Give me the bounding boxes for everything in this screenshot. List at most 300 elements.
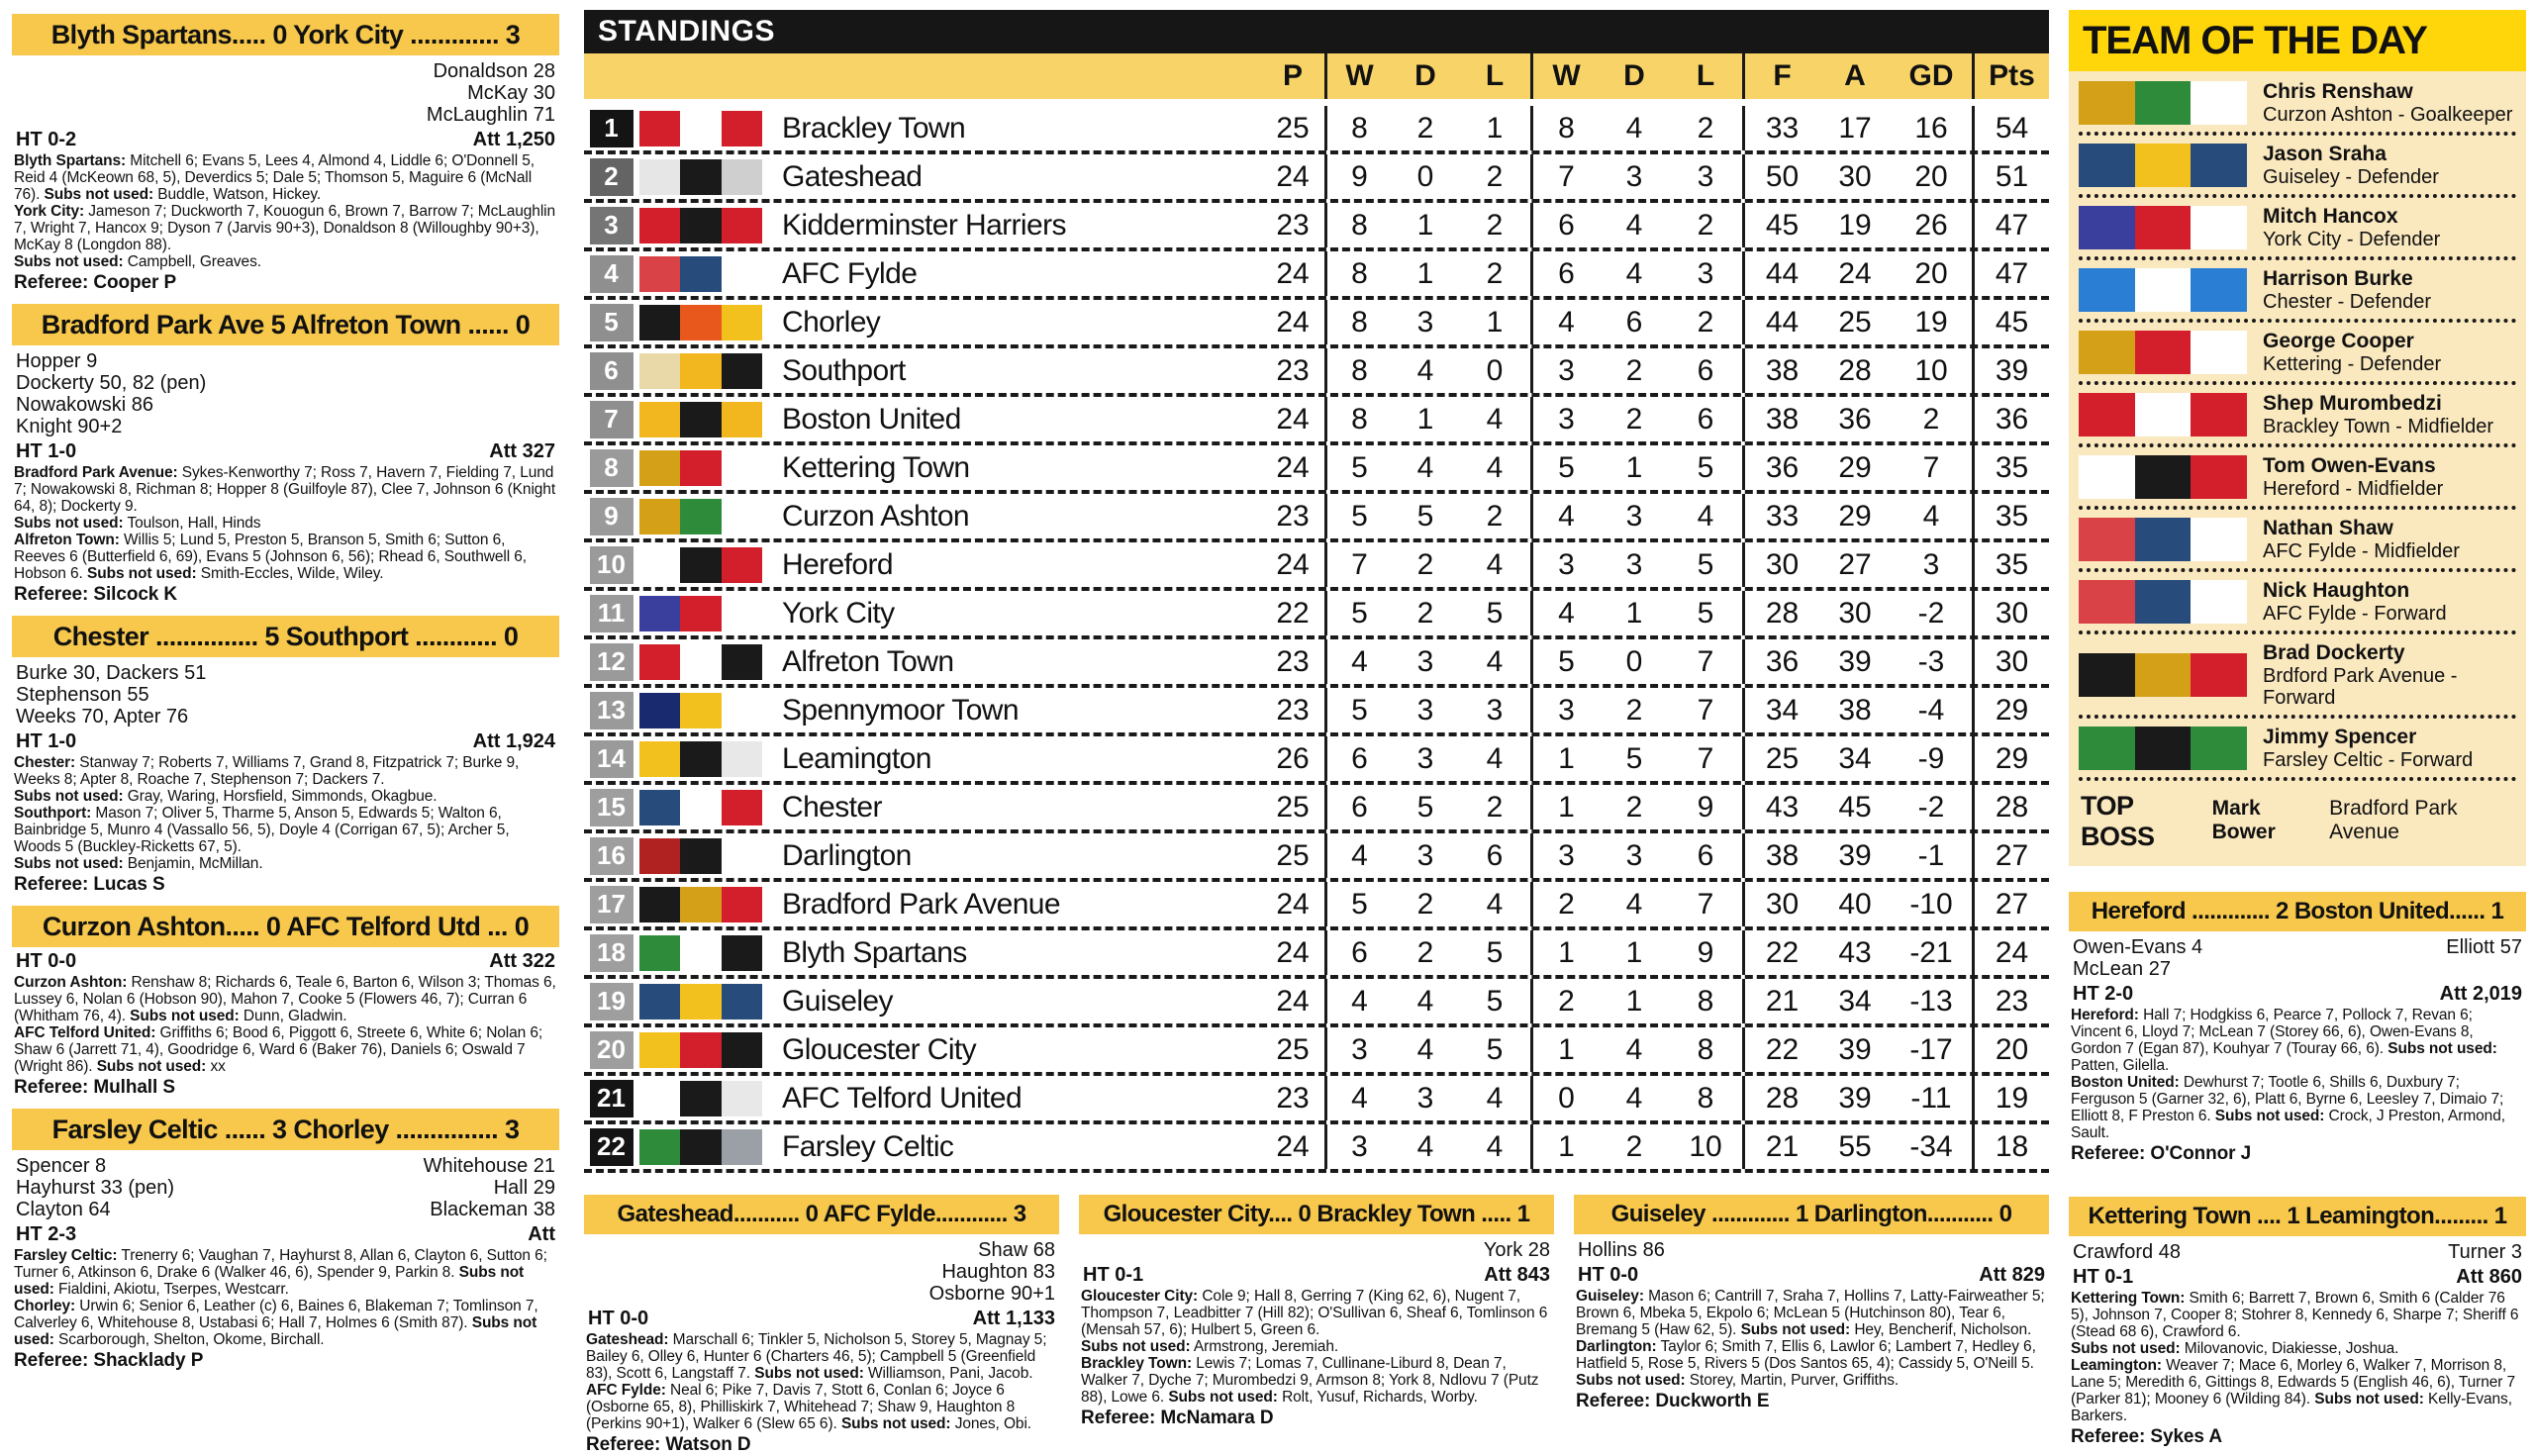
stat-f: 21 xyxy=(1742,979,1819,1023)
stat-hl: 4 xyxy=(1486,1129,1504,1163)
stat-al: 2 xyxy=(1697,305,1714,339)
club-crest-cell xyxy=(635,300,766,344)
totd-player-info xyxy=(2263,517,2460,562)
stat-pts: 35 xyxy=(1972,542,2049,587)
stat-f: 36 xyxy=(1742,445,1819,490)
stat-al: 2 xyxy=(1697,111,1714,145)
stat-f: 43 xyxy=(1742,785,1819,829)
match-header: Guiseley ............. 1 Darlington........... 0 xyxy=(1574,1195,2049,1234)
stat-hw: 5 xyxy=(1324,688,1392,732)
stat-f: 22 xyxy=(1742,930,1819,975)
stat-hd: 3 xyxy=(1416,741,1434,775)
stat-p: 24 xyxy=(1276,450,1310,484)
report-body xyxy=(12,464,559,606)
stat-p: 24 xyxy=(1276,402,1310,436)
scorers-row xyxy=(12,1150,559,1220)
stat-ad: 4 xyxy=(1625,887,1643,921)
totd-player-info xyxy=(2263,579,2447,625)
club-crest-icon xyxy=(639,887,762,922)
position-badge: 1 xyxy=(590,110,634,147)
team-name: Bradford Park Avenue xyxy=(782,887,1060,921)
scorer-line: Weeks 70, Apter 76 xyxy=(16,706,189,728)
match-header: Chester ............... 5 Southport ............ 0 xyxy=(12,616,559,657)
stat-hl: 1 xyxy=(1486,111,1504,145)
stat-gd: -3 xyxy=(1917,644,1945,678)
halftime-score: HT 2-3 xyxy=(16,1223,77,1245)
club-crest-cell xyxy=(635,397,766,441)
club-crest-cell xyxy=(635,688,766,732)
position-badge: 5 xyxy=(590,304,634,341)
stat-p: 25 xyxy=(1276,111,1310,145)
report-paragraph: Chorley: Urwin 6; Senior 6, Leather (c) 6, Baines 6, Blakeman 7; Tomlinson 7, Calverley 6, Whitehouse 8, Ustabasi 6; Hall 7, Holmes 6 (Smith 87). Subs not used: Scarborough, Shelton, Okome, Birchall. xyxy=(14,1298,538,1348)
club-crest-cell xyxy=(635,1076,766,1120)
stat-ad: 3 xyxy=(1625,547,1643,581)
totd-title-bar xyxy=(2069,10,2526,71)
team-name: Guiseley xyxy=(782,984,893,1018)
stat-al: 6 xyxy=(1697,838,1714,872)
stat-aw: 3 xyxy=(1530,348,1600,393)
club-crest-icon xyxy=(2079,81,2247,125)
stat-hl: 4 xyxy=(1486,741,1504,775)
team-of-the-day-panel xyxy=(2069,10,2526,866)
stat-a: 45 xyxy=(1838,790,1872,824)
stat-ad: 4 xyxy=(1625,256,1643,290)
report-body xyxy=(584,1331,1059,1456)
right-column xyxy=(2069,10,2526,1448)
away-scorers xyxy=(929,1239,1055,1305)
stat-p: 26 xyxy=(1276,741,1310,775)
stat-hl: 1 xyxy=(1486,305,1504,339)
position-cell xyxy=(584,1027,635,1072)
match-report xyxy=(12,1109,559,1372)
team-name: Brackley Town xyxy=(782,111,966,145)
halftime-score: HT 1-0 xyxy=(16,730,77,752)
stat-aw: 1 xyxy=(1530,736,1600,781)
club-crest-icon xyxy=(2079,580,2247,624)
scorer-line: Nowakowski 86 xyxy=(16,394,153,416)
stat-f: 44 xyxy=(1742,300,1819,344)
stat-al: 3 xyxy=(1697,159,1714,193)
scorer-line: Elliott 57 xyxy=(2446,936,2522,958)
stat-gd: -10 xyxy=(1909,887,1953,921)
scorer-line: Burke 30, Dackers 51 xyxy=(16,662,207,684)
stat-a: 39 xyxy=(1838,644,1872,678)
stat-hl: 2 xyxy=(1486,256,1504,290)
stat-pts: 47 xyxy=(1972,203,2049,247)
position-cell xyxy=(584,785,635,829)
stat-f: 30 xyxy=(1742,542,1819,587)
report-paragraph: Referee: Watson D xyxy=(586,1434,751,1455)
team-name: Leamington xyxy=(782,741,931,775)
attendance: Att 2,019 xyxy=(2439,983,2522,1005)
position-badge: 6 xyxy=(590,352,634,390)
stat-pts: 35 xyxy=(1972,445,2049,490)
stat-f: 33 xyxy=(1742,106,1819,150)
stat-p: 24 xyxy=(1276,256,1310,290)
stat-pts: 45 xyxy=(1972,300,2049,344)
stat-ad: 2 xyxy=(1625,790,1643,824)
stat-pts: 29 xyxy=(1972,736,2049,781)
position-cell xyxy=(584,736,635,781)
club-crest-icon xyxy=(639,353,762,389)
position-cell xyxy=(584,833,635,878)
stat-al: 8 xyxy=(1697,1081,1714,1115)
team-name: Gateshead xyxy=(782,159,923,193)
totd-player-info xyxy=(2263,330,2441,375)
column-header: L xyxy=(1485,59,1505,92)
report-body xyxy=(2069,1290,2526,1448)
column-header: A xyxy=(1844,59,1866,92)
table-row xyxy=(584,203,2049,251)
ht-att-row xyxy=(584,1305,1059,1331)
club-crest-cell xyxy=(635,591,766,635)
stat-aw: 3 xyxy=(1530,688,1600,732)
stat-p: 24 xyxy=(1276,305,1310,339)
position-badge: 17 xyxy=(590,886,634,923)
stat-pts: 24 xyxy=(1972,930,2049,975)
team-name: Chorley xyxy=(782,305,881,339)
stat-gd: 19 xyxy=(1914,305,1948,339)
position-cell xyxy=(584,348,635,393)
team-name: Chester xyxy=(782,790,882,824)
match-header: Bradford Park Ave 5 Alfreton Town ...... 0 xyxy=(12,304,559,345)
scorer-line: Crawford 48 xyxy=(2073,1241,2181,1263)
position-badge: 12 xyxy=(590,643,634,681)
stat-a: 27 xyxy=(1838,547,1872,581)
ht-att-row xyxy=(2069,1263,2526,1290)
ht-att-row xyxy=(2069,980,2526,1007)
team-name: Spennymoor Town xyxy=(782,693,1019,727)
match-report xyxy=(1574,1195,2049,1456)
stat-gd: -4 xyxy=(1917,693,1945,727)
club-crest-cell xyxy=(635,106,766,150)
stat-hd: 1 xyxy=(1416,402,1434,436)
club-crest-icon xyxy=(639,256,762,292)
stat-pts: 29 xyxy=(1972,688,2049,732)
stat-al: 5 xyxy=(1697,450,1714,484)
away-scorers xyxy=(424,1155,555,1220)
stat-hl: 2 xyxy=(1486,499,1504,533)
totd-player-row xyxy=(2079,323,2516,385)
stat-gd: -1 xyxy=(1917,838,1945,872)
report-paragraph: Leamington: Weaver 7; Mace 6, Morley 6, Walker 7, Morrison 8, Lane 5; Meredith 6, Gittings 8, Edwards 5 (English 46, 6), Turner 7 (Parker 81); Mooney 6 (Wilding 84). Subs not used: Kelly-Evans, Barkers. xyxy=(2071,1357,2516,1424)
stat-ad: 2 xyxy=(1625,353,1643,387)
stat-aw: 6 xyxy=(1530,203,1600,247)
report-body xyxy=(12,974,559,1099)
report-paragraph: Hereford: Hall 7; Hodgkiss 6, Pearce 7, Pollock 7, Revan 6; Vincent 6, Lloyd 7; McLean 7 (Storey 66, 6), Owen-Evans 8, Gordon 7 (Egan 87), Kouhyar 7 (Touray 66, 6). Subs not used: Patten, Gilella. xyxy=(2071,1007,2497,1074)
table-row xyxy=(584,736,2049,785)
scorers-row xyxy=(1079,1234,1554,1261)
halftime-score: HT 0-0 xyxy=(16,950,77,972)
team-name: Alfreton Town xyxy=(782,644,954,678)
report-paragraph: Subs not used: Gray, Waring, Horsfield, Simmonds, Okagbue. xyxy=(14,788,438,805)
table-row xyxy=(584,785,2049,833)
team-name: Farsley Celtic xyxy=(782,1129,954,1163)
stat-al: 2 xyxy=(1697,208,1714,242)
stat-ad: 1 xyxy=(1625,596,1643,630)
stat-gd: 26 xyxy=(1914,208,1948,242)
standings-section xyxy=(584,10,2049,1456)
stat-pts: 28 xyxy=(1972,785,2049,829)
stat-hl: 0 xyxy=(1486,353,1504,387)
club-crest-cell xyxy=(635,154,766,199)
position-cell xyxy=(584,1124,635,1169)
scorer-line: Haughton 83 xyxy=(941,1261,1055,1283)
scorer-line: Hopper 9 xyxy=(16,350,98,372)
report-paragraph: Referee: Lucas S xyxy=(14,874,165,895)
stat-hd: 1 xyxy=(1416,256,1434,290)
totd-player-row xyxy=(2079,634,2516,719)
scorer-line: Hall 29 xyxy=(493,1177,555,1199)
stat-hd: 0 xyxy=(1416,159,1434,193)
ht-att-row xyxy=(12,126,559,152)
left-reports-column xyxy=(12,14,559,1382)
team-name: Southport xyxy=(782,353,906,387)
match-report xyxy=(1079,1195,1554,1456)
position-badge: 8 xyxy=(590,449,634,487)
report-paragraph: Subs not used: Benjamin, McMillan. xyxy=(14,855,263,872)
scorers-row xyxy=(2069,931,2526,980)
stat-a: 30 xyxy=(1838,596,1872,630)
club-crest-cell xyxy=(635,882,766,926)
stat-hd: 2 xyxy=(1416,935,1434,969)
scorer-line: Whitehouse 21 xyxy=(423,1155,555,1177)
table-row xyxy=(584,1027,2049,1076)
table-row xyxy=(584,979,2049,1027)
stat-pts: 47 xyxy=(1972,251,2049,296)
stat-f: 38 xyxy=(1742,397,1819,441)
totd-player-row xyxy=(2079,510,2516,572)
stat-p: 24 xyxy=(1276,887,1310,921)
scorers-row xyxy=(12,55,559,126)
report-paragraph: Darlington: Taylor 6; Smith 7, Ellis 6, Lawlor 6; Lambert 7, Hedley 6, Hatfield 5, Rose 5, Rivers 5 (Dos Santos 65, 4); Cassidy 5, O'Neill 5. xyxy=(1576,1338,2036,1372)
club-crest-icon xyxy=(639,111,762,146)
stat-gd: 3 xyxy=(1922,547,1940,581)
stat-hl: 2 xyxy=(1486,208,1504,242)
right-reports-column xyxy=(2069,892,2526,1448)
scorer-line: Clayton 64 xyxy=(16,1199,111,1220)
table-row xyxy=(584,1124,2049,1173)
stat-ad: 2 xyxy=(1625,693,1643,727)
stat-ad: 0 xyxy=(1625,644,1643,678)
scorer-line: Dockerty 50, 82 (pen) xyxy=(16,372,207,394)
player-club-position: Chester - Defender xyxy=(2263,291,2432,313)
stat-p: 24 xyxy=(1276,984,1310,1018)
stat-hl: 4 xyxy=(1486,547,1504,581)
stat-hw: 9 xyxy=(1324,154,1392,199)
stat-hw: 5 xyxy=(1324,494,1392,538)
team-name: Darlington xyxy=(782,838,912,872)
stat-aw: 3 xyxy=(1530,397,1600,441)
stat-a: 39 xyxy=(1838,838,1872,872)
attendance: Att xyxy=(528,1223,555,1245)
position-badge: 9 xyxy=(590,498,634,535)
table-row xyxy=(584,542,2049,591)
match-header: Farsley Celtic ...... 3 Chorley ............... 3 xyxy=(12,1109,559,1150)
ht-att-row xyxy=(12,947,559,974)
stat-pts: 27 xyxy=(1972,833,2049,878)
report-body xyxy=(1079,1288,1554,1429)
club-crest-cell xyxy=(635,833,766,878)
stat-hd: 4 xyxy=(1416,450,1434,484)
header-spacer xyxy=(635,53,766,99)
stat-hw: 6 xyxy=(1324,736,1392,781)
stat-al: 7 xyxy=(1697,644,1714,678)
column-header: P xyxy=(1282,59,1303,92)
position-cell xyxy=(584,542,635,587)
stat-f: 22 xyxy=(1742,1027,1819,1072)
stat-hd: 4 xyxy=(1416,353,1434,387)
report-body xyxy=(12,152,559,294)
stat-f: 45 xyxy=(1742,203,1819,247)
team-name: Boston United xyxy=(782,402,961,436)
position-badge: 14 xyxy=(590,740,634,778)
club-crest-icon xyxy=(639,741,762,777)
attendance: Att 322 xyxy=(489,950,555,972)
club-crest-icon xyxy=(639,596,762,631)
stat-al: 9 xyxy=(1697,935,1714,969)
home-scorers xyxy=(2073,1241,2181,1263)
position-badge: 20 xyxy=(590,1031,634,1069)
stat-p: 23 xyxy=(1276,499,1310,533)
report-body xyxy=(12,754,559,896)
report-paragraph: Guiseley: Mason 6; Cantrill 7, Sraha 7, Hollins 7, Latty-Fairweather 5; Brown 6, Mbeka 5, Ekpolo 6; McLean 5 (Hutchinson 80), Tear 6, Bremang 5 (Haw 62, 5). Subs not used: Hey, Bencherif, Nicholson. xyxy=(1576,1288,2045,1338)
halftime-score: HT 0-1 xyxy=(2073,1266,2134,1288)
club-crest-icon xyxy=(639,499,762,534)
away-scorers xyxy=(2448,1241,2522,1263)
player-name: Brad Dockerty xyxy=(2263,641,2405,664)
stat-aw: 6 xyxy=(1530,251,1600,296)
stat-hd: 3 xyxy=(1416,838,1434,872)
club-crest-icon xyxy=(2079,144,2247,187)
player-club-position: AFC Fylde - Midfielder xyxy=(2263,540,2460,562)
stat-ad: 2 xyxy=(1625,402,1643,436)
report-body xyxy=(1574,1288,2049,1412)
table-row xyxy=(584,445,2049,494)
club-crest-icon xyxy=(639,1129,762,1165)
club-crest-icon xyxy=(639,402,762,437)
home-scorers xyxy=(2073,936,2202,980)
header-spacer xyxy=(766,53,1261,99)
position-badge: 3 xyxy=(590,207,634,244)
scorer-line: Donaldson 28 xyxy=(433,60,555,82)
table-row xyxy=(584,106,2049,154)
player-name: Jimmy Spencer xyxy=(2263,726,2417,748)
report-paragraph: Alfreton Town: Willis 5; Lund 5, Preston 5, Branson 5, Smith 6; Sutton 6, Reeves 6 (Butterfield 6, 69), Evans 5 (Johnson 6, 56); Rhead 6, Southwell 6, Hobson 6. Subs not used: Smith-Eccles, Wilde, Wiley. xyxy=(14,532,527,582)
stat-p: 23 xyxy=(1276,1081,1310,1115)
stat-hw: 8 xyxy=(1324,203,1392,247)
table-row xyxy=(584,154,2049,203)
column-header: L xyxy=(1696,59,1715,92)
totd-player-row xyxy=(2079,136,2516,198)
scorer-line: McKay 30 xyxy=(467,82,555,104)
stat-p: 25 xyxy=(1276,1032,1310,1066)
stat-hl: 3 xyxy=(1486,693,1504,727)
ht-att-row xyxy=(1574,1261,2049,1288)
position-cell xyxy=(584,1076,635,1120)
table-row xyxy=(584,833,2049,882)
stat-aw: 2 xyxy=(1530,979,1600,1023)
totd-player-row xyxy=(2079,73,2516,136)
stat-al: 7 xyxy=(1697,693,1714,727)
scorer-line: McLean 27 xyxy=(2073,958,2171,980)
position-badge: 2 xyxy=(590,158,634,196)
report-paragraph: Subs not used: Armstrong, Jeremiah. xyxy=(1081,1338,1339,1355)
report-paragraph: Referee: Silcock K xyxy=(14,584,178,605)
stat-hw: 8 xyxy=(1324,106,1392,150)
stat-f: 33 xyxy=(1742,494,1819,538)
stat-hd: 1 xyxy=(1416,208,1434,242)
stat-hw: 5 xyxy=(1324,445,1392,490)
stat-p: 23 xyxy=(1276,353,1310,387)
stat-pts: 36 xyxy=(1972,397,2049,441)
totd-player-row xyxy=(2079,385,2516,447)
stat-a: 55 xyxy=(1838,1129,1872,1163)
stat-a: 36 xyxy=(1838,402,1872,436)
top-boss-label: TOP BOSS xyxy=(2081,791,2155,851)
club-crest-icon xyxy=(2079,727,2247,770)
club-crest-icon xyxy=(2079,331,2247,374)
report-paragraph: AFC Telford United: Griffiths 6; Bood 6, Piggott 6, Streete 6, White 6; Nolan 6; Shaw 6 (Jarrett 71, 4), Goodridge 6, Ward 6 (Baker 76), Daniels 6; Oswald 7 (Wright 86). Subs not used: xx xyxy=(14,1024,543,1075)
report-body xyxy=(12,1247,559,1372)
stat-aw: 3 xyxy=(1530,542,1600,587)
stat-al: 5 xyxy=(1697,596,1714,630)
stat-p: 23 xyxy=(1276,208,1310,242)
stat-gd: 7 xyxy=(1922,450,1940,484)
stat-hd: 2 xyxy=(1416,111,1434,145)
team-name: AFC Telford United xyxy=(782,1081,1023,1115)
top-boss-name: Mark Bower xyxy=(2211,797,2276,843)
team-name: Gloucester City xyxy=(782,1032,977,1066)
report-paragraph: Subs not used: Campbell, Greaves. xyxy=(14,253,261,270)
stat-hd: 3 xyxy=(1416,644,1434,678)
report-paragraph: Boston United: Dewhurst 7; Tootle 6, Shills 6, Duxbury 7; Ferguson 5 (Garner 32, 6), Platt 6, Byrne 6, Leesley 7, Dimaio 7; Elliott 8, F Preston 6. Subs not used: Crock, J Preston, Armond, Sault. xyxy=(2071,1074,2505,1141)
standings-title: STANDINGS xyxy=(598,15,775,48)
club-crest-cell xyxy=(635,494,766,538)
scorer-line: Owen-Evans 4 xyxy=(2073,936,2203,958)
stat-a: 43 xyxy=(1838,935,1872,969)
scorer-line: McLaughlin 71 xyxy=(426,104,555,126)
position-badge: 19 xyxy=(590,983,634,1020)
stat-gd: -2 xyxy=(1917,790,1945,824)
club-crest-icon xyxy=(639,1081,762,1116)
stat-hl: 4 xyxy=(1486,1081,1504,1115)
stat-hl: 4 xyxy=(1486,450,1504,484)
report-paragraph: York City: Jameson 7; Duckworth 7, Kouogun 6, Brown 7, Barrow 7; McLaughlin 7, Wright 7, Hancox 9; Dyson 7 (Jarvis 90+3), Donaldson 8 (Willoughby 90+3), McKay 8 (Longdon 88). xyxy=(14,203,556,253)
position-badge: 21 xyxy=(590,1080,634,1117)
position-cell xyxy=(584,445,635,490)
scorer-line: Spencer 8 xyxy=(16,1155,107,1177)
stat-hw: 5 xyxy=(1324,591,1392,635)
scorer-line: Blackeman 38 xyxy=(430,1199,555,1220)
stat-f: 21 xyxy=(1742,1124,1819,1169)
scorers-row xyxy=(12,657,559,728)
stat-ad: 4 xyxy=(1625,1032,1643,1066)
halftime-score: HT 2-0 xyxy=(2073,983,2134,1005)
player-club-position: AFC Fylde - Forward xyxy=(2263,603,2447,625)
totd-player-row xyxy=(2079,198,2516,260)
table-row xyxy=(584,930,2049,979)
player-name: George Cooper xyxy=(2263,330,2414,352)
position-badge: 13 xyxy=(590,692,634,729)
stat-hw: 6 xyxy=(1324,930,1392,975)
halftime-score: HT 0-1 xyxy=(1083,1264,1144,1286)
player-name: Nick Haughton xyxy=(2263,579,2410,602)
club-crest-icon xyxy=(2079,268,2247,312)
stat-hw: 4 xyxy=(1324,639,1392,684)
team-name: AFC Fylde xyxy=(782,256,918,290)
position-cell xyxy=(584,106,635,150)
